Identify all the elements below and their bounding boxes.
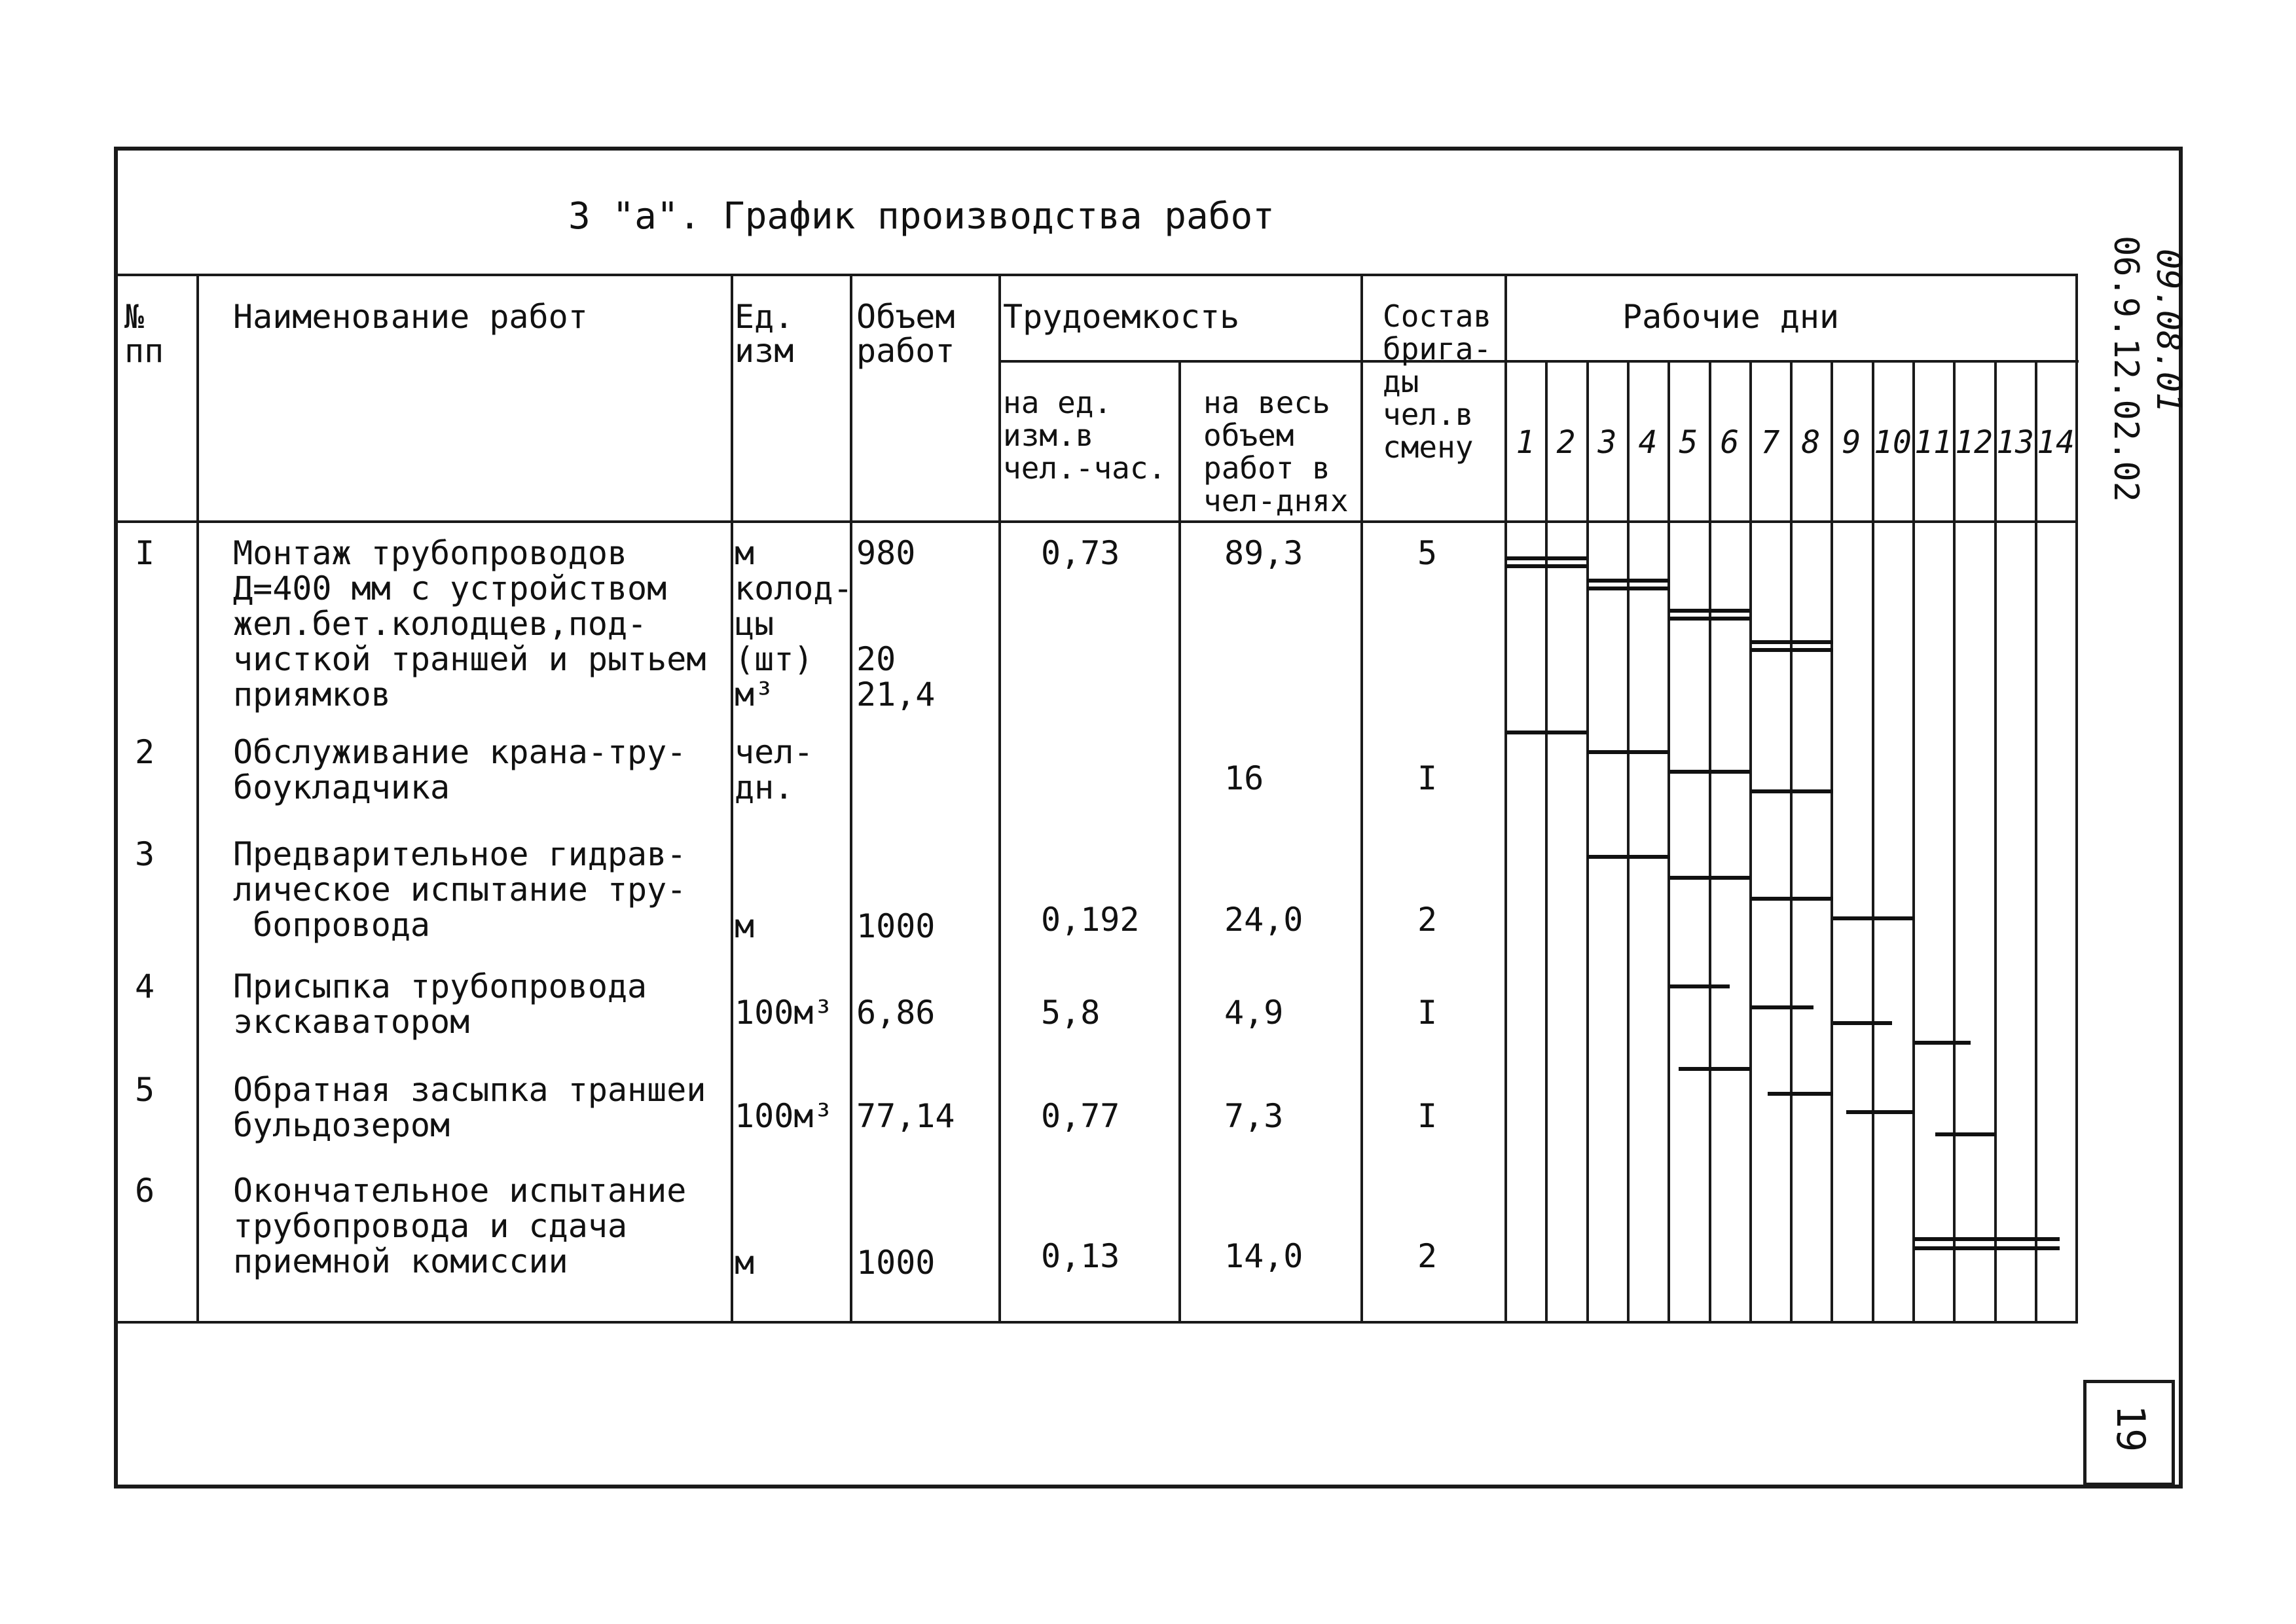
crew-cell: I [1417,994,1438,1032]
day-column-divider [2035,360,2037,1322]
schedule-bar [1914,1246,2060,1250]
day-column-divider [1953,360,1956,1322]
day-number: 2 [1556,424,1576,461]
day-number: 4 [1638,424,1658,461]
schedule-bar [1914,1237,2060,1241]
schedule-bar [1669,617,1751,621]
table-top-line [114,274,2078,276]
row-number: 5 [135,1071,155,1109]
day-column-divider [1586,360,1589,1322]
schedule-bar [1833,1021,1892,1025]
work-name: Обратная засыпка траншеи бульдозером [233,1071,706,1144]
day-number: 12 [1955,424,1993,461]
schedule-bar [1751,789,1833,793]
schedule-bar [1587,750,1669,754]
day-column-divider [1872,360,1874,1322]
crew-cell: 2 [1417,1237,1438,1275]
schedule-bar [1833,916,1914,920]
unit-cell: м [735,1244,755,1282]
day-column-divider [1912,360,1915,1322]
col-divider [850,274,852,1322]
day-number: 13 [1996,424,2034,461]
unit-cell: м колод- цы (шт) м³ [735,534,853,713]
work-name: Обслуживание крана-тру- боукладчика [233,733,687,806]
day-number: 1 [1516,424,1535,461]
schedule-bar [1669,876,1751,880]
work-name: Окончательное испытание трубопровода и сдача приемной комиссии [233,1172,687,1280]
schedule-bar [1751,640,1833,644]
row-number: I [135,534,155,572]
volume-cell: 1000 [856,907,936,945]
unit-cell: чел- дн. [735,733,814,806]
volume-cell: 1000 [856,1244,936,1282]
labor-total-cell: 14,0 [1224,1237,1303,1275]
volume-cell: 6,86 [856,994,936,1032]
schedule-bar [1914,1041,1971,1045]
schedule-bar [1679,1067,1751,1071]
labor-per-unit-cell: 0,192 [1041,901,1140,939]
work-name: Предварительное гидрав- лическое испытание тру- бопровода [233,835,687,944]
col-divider [1360,274,1363,1322]
header-crew: Состав брига- ды чел.в смену [1383,298,1492,465]
col-divider [1178,360,1181,1322]
unit-cell: 100м³ [735,994,833,1032]
header-name: Наименование работ [233,298,588,336]
page-title: 3 "а". График производства работ [568,195,1275,238]
header-days: Рабочие дни [1622,298,1840,336]
schedule-bar [1751,648,1833,652]
crew-cell: I [1417,1097,1438,1135]
schedule-bar [1669,609,1751,613]
day-column-divider [1790,360,1793,1322]
header-labor: Трудоемкость [1003,298,1240,336]
unit-cell: 100м³ [735,1097,833,1135]
day-number: 14 [2037,424,2075,461]
day-column-divider [1831,360,1833,1322]
schedule-bar [1768,1092,1833,1096]
day-number: 7 [1760,424,1780,461]
work-name: Присыпка трубопровода экскаватором [233,967,647,1041]
labor-per-unit-cell: 0,13 [1041,1237,1120,1275]
labor-total-cell: 24,0 [1224,901,1303,939]
row-number: 3 [135,835,155,873]
work-name: Монтаж трубопроводов Д=400 мм с устройством жел.бет.колодцев,под- чисткой траншей и рытьем приямков [233,534,706,713]
day-number: 11 [1914,424,1952,461]
day-column-divider [1627,360,1630,1322]
day-column-divider [1994,360,1997,1322]
schedule-bar [1506,731,1587,734]
schedule-bar [1669,770,1751,774]
labor-total-cell: 7,3 [1224,1097,1284,1135]
header-volume: Объем работ [856,298,955,370]
day-number: 5 [1679,424,1698,461]
schedule-bar [1506,564,1587,568]
table-bottom-line [114,1321,2078,1324]
labor-per-unit-cell: 0,73 [1041,534,1120,572]
unit-cell: м [735,907,755,945]
col-divider [998,274,1001,1322]
row-number: 6 [135,1172,155,1210]
labor-total-cell: 89,3 [1224,534,1303,572]
schedule-bar [1506,556,1587,560]
schedule-bar [1587,855,1669,859]
header-labor-unit: на ед. изм.в чел.-час. [1003,385,1167,486]
volume-cell: 980 20 21,4 [856,534,936,713]
labor-per-unit-cell: 0,77 [1041,1097,1120,1135]
labor-per-unit-cell: 5,8 [1041,994,1101,1032]
row-number: 4 [135,967,155,1005]
schedule-bar [1935,1132,1995,1136]
crew-cell: 5 [1417,534,1438,572]
schedule-bar [1669,984,1730,988]
row-number: 2 [135,733,155,771]
subheader-line [998,360,2079,363]
col-divider [196,274,199,1322]
day-column-divider [1545,360,1548,1322]
schedule-bar [1587,586,1669,590]
schedule-bar [1587,579,1669,583]
schedule-bar [1751,897,1833,901]
day-number: 9 [1842,424,1861,461]
labor-total-cell: 4,9 [1224,994,1284,1032]
day-number: 6 [1720,424,1740,461]
page-number: 19 [2107,1405,2153,1453]
day-number: 8 [1801,424,1821,461]
day-column-divider [1667,360,1670,1322]
doc-code-handwritten: 09.08.01 [2149,249,2188,413]
schedule-bar [1751,1005,1813,1009]
crew-cell: I [1417,759,1438,797]
schedule-bar [1846,1110,1914,1114]
header-unit: Ед. изм [735,298,794,370]
header-num: № пп [124,298,164,370]
volume-cell: 77,14 [856,1097,955,1135]
day-column-divider [1749,360,1752,1322]
day-column-divider [1709,360,1711,1322]
doc-code: 06.9.12.02.02 [2106,236,2145,502]
col-divider [731,274,733,1322]
day-number: 10 [1874,424,1912,461]
header-labor-total: на весь объем работ в чел-днях [1203,385,1349,518]
header-bottom-line [114,520,2078,523]
crew-cell: 2 [1417,901,1438,939]
labor-total-cell: 16 [1224,759,1264,797]
table-right-line [2075,274,2078,1322]
day-number: 3 [1597,424,1617,461]
